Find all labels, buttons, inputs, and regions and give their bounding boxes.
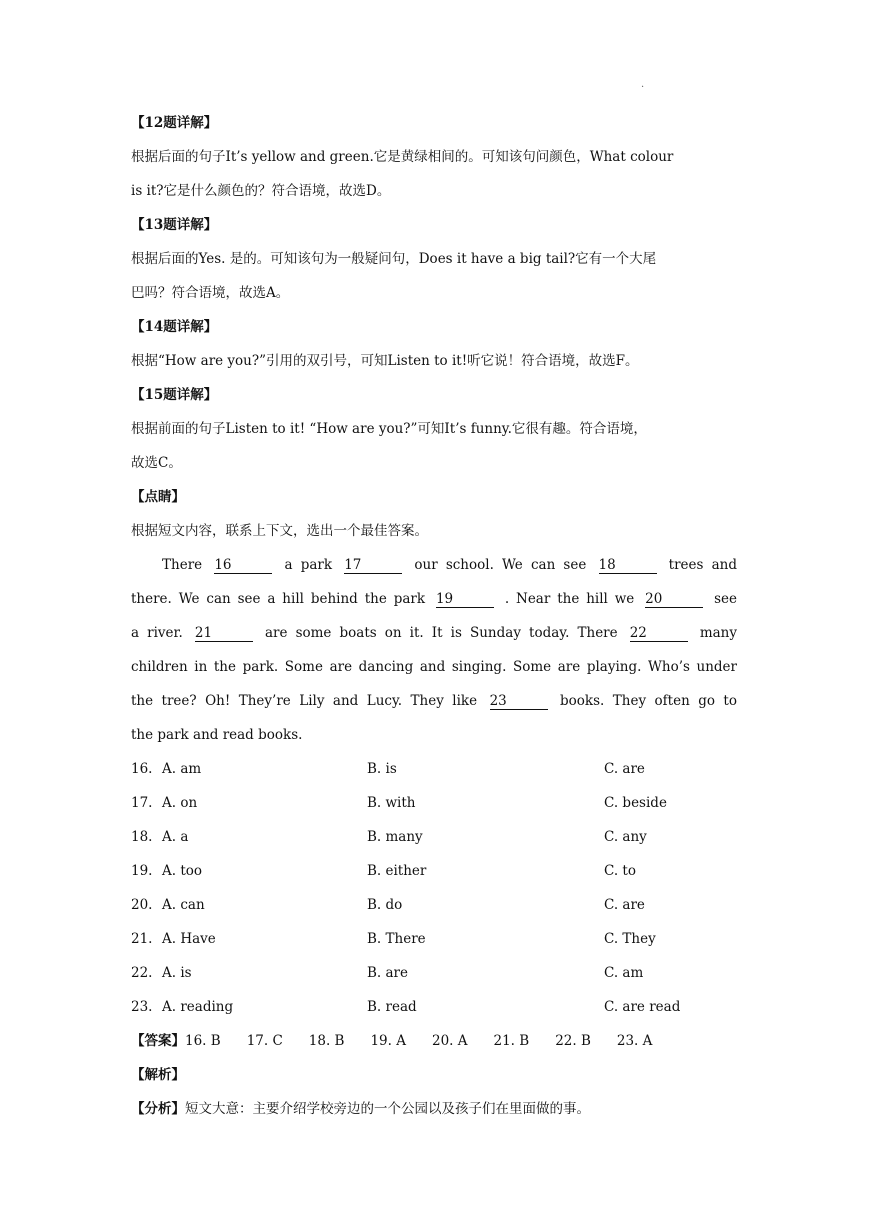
- q15-explanation-line2: 故选C。: [131, 455, 182, 471]
- option-row-21: [131, 922, 737, 956]
- q12-title: 【12题详解】: [131, 115, 218, 131]
- blank-17: 17: [344, 557, 402, 574]
- option-b: B. are: [367, 965, 408, 981]
- option-number: 17.: [131, 795, 153, 811]
- option-b: B. either: [367, 863, 427, 879]
- q12-explanation-line2: is it?它是什么颜色的？符合语境，故选D。: [131, 183, 391, 199]
- option-number: 16.: [131, 761, 153, 777]
- answer-line: [131, 1024, 737, 1058]
- fenxi-label: 【分析】: [131, 1101, 185, 1117]
- passage-text: a river.: [131, 625, 183, 641]
- option-row-20: [131, 888, 737, 922]
- blank-19: 19: [436, 591, 494, 608]
- answer-label: 【答案】: [131, 1033, 185, 1049]
- option-row-18: [131, 820, 737, 854]
- passage-text: There: [162, 557, 203, 573]
- option-a: A. reading: [162, 999, 234, 1015]
- q14-explanation-line1: 根据“How are you?”引用的双引号，可知Listen to it!听它说！符合语境，故选F。: [131, 353, 639, 369]
- option-number: 22.: [131, 965, 153, 981]
- passage-text: many: [699, 625, 737, 641]
- passage-text: our school. We can see: [414, 557, 587, 573]
- answer-item: 22. B: [555, 1033, 591, 1049]
- fenxi-text: 短文大意：主要介绍学校旁边的一个公园以及孩子们在里面做的事。: [185, 1101, 590, 1117]
- passage-text: trees and: [668, 557, 737, 573]
- option-c: C. are read: [604, 999, 681, 1015]
- option-c: C. am: [604, 965, 644, 981]
- option-number: 23.: [131, 999, 153, 1015]
- passage-text: books. They often go to: [560, 693, 737, 709]
- q13-title: 【13题详解】: [131, 217, 218, 233]
- blank-21: 21: [195, 625, 253, 642]
- option-b: B. do: [367, 897, 403, 913]
- answer-item: 20. A: [431, 1033, 468, 1049]
- option-a: A. can: [162, 897, 205, 913]
- passage-line5: [131, 684, 737, 718]
- passage-line3: [131, 616, 737, 650]
- header-mark: ·: [641, 82, 645, 93]
- answer-item: 21. B: [493, 1033, 530, 1049]
- q13-explanation-line1: 根据后面的Yes. 是的。可知该句为一般疑问句，Does it have a big tail?它有一个大尾: [131, 251, 657, 267]
- answer-item: 17. C: [246, 1033, 283, 1049]
- passage-text: . Near the hill we: [504, 591, 635, 607]
- option-a: A. is: [162, 965, 192, 981]
- dianjing-title: 【点睛】: [131, 489, 185, 505]
- blank-18: 18: [599, 557, 657, 574]
- blank-22: 22: [630, 625, 688, 642]
- option-c: C. They: [604, 931, 656, 947]
- option-a: A. on: [162, 795, 198, 811]
- option-a: A. a: [162, 829, 189, 845]
- blank-20: 20: [645, 591, 703, 608]
- option-number: 20.: [131, 897, 153, 913]
- option-row-16: [131, 752, 737, 786]
- option-row-17: [131, 786, 737, 820]
- option-b: B. There: [367, 931, 426, 947]
- q13-explanation-line2: 巴吗？符合语境，故选A。: [131, 285, 290, 301]
- option-b: B. with: [367, 795, 416, 811]
- passage-text: a park: [284, 557, 333, 573]
- fenxi-line: [131, 1092, 737, 1126]
- blank-23: 23: [490, 693, 548, 710]
- q15-title: 【15题详解】: [131, 387, 218, 403]
- option-c: C. are: [604, 897, 645, 913]
- option-b: B. is: [367, 761, 397, 777]
- option-c: C. to: [604, 863, 636, 879]
- passage-text: see: [714, 591, 737, 607]
- q12-explanation-line1: 根据后面的句子It’s yellow and green.它是黄绿相间的。可知该句问颜色，What colour: [131, 149, 674, 165]
- option-c: C. any: [604, 829, 647, 845]
- option-c: C. beside: [604, 795, 667, 811]
- option-a: A. am: [162, 761, 202, 777]
- blank-16: 16: [214, 557, 272, 574]
- answer-item: 18. B: [308, 1033, 345, 1049]
- answer-item: 23. A: [616, 1033, 653, 1049]
- option-number: 18.: [131, 829, 153, 845]
- option-a: A. Have: [162, 931, 216, 947]
- passage-line1: [131, 548, 737, 582]
- passage-line2: [131, 582, 737, 616]
- option-number: 21.: [131, 931, 153, 947]
- option-row-22: [131, 956, 737, 990]
- option-a: A. too: [162, 863, 203, 879]
- passage-text: there. We can see a hill behind the park: [131, 591, 426, 607]
- passage-text: are some boats on it. It is Sunday today. There: [264, 625, 618, 641]
- passage-line4: children in the park. Some are dancing and singing. Some are playing. Who’s under: [131, 659, 737, 675]
- q14-title: 【14题详解】: [131, 319, 218, 335]
- option-number: 19.: [131, 863, 153, 879]
- option-b: B. many: [367, 829, 423, 845]
- passage-text: the tree? Oh! They’re Lily and Lucy. They like: [131, 693, 478, 709]
- answer-item: 16. B: [185, 1033, 221, 1049]
- option-row-19: [131, 854, 737, 888]
- answer-item: 19. A: [370, 1033, 406, 1049]
- passage-line6: the park and read books.: [131, 727, 303, 743]
- option-row-23: [131, 990, 737, 1024]
- document-content: [131, 106, 737, 1126]
- dianjing-text: 根据短文内容，联系上下文，选出一个最佳答案。: [131, 523, 428, 539]
- jiexi-title: 【解析】: [131, 1067, 185, 1083]
- q15-explanation-line1: 根据前面的句子Listen to it! “How are you?”可知It’s funny.它很有趣。符合语境，: [131, 421, 647, 437]
- option-c: C. are: [604, 761, 645, 777]
- option-b: B. read: [367, 999, 417, 1015]
